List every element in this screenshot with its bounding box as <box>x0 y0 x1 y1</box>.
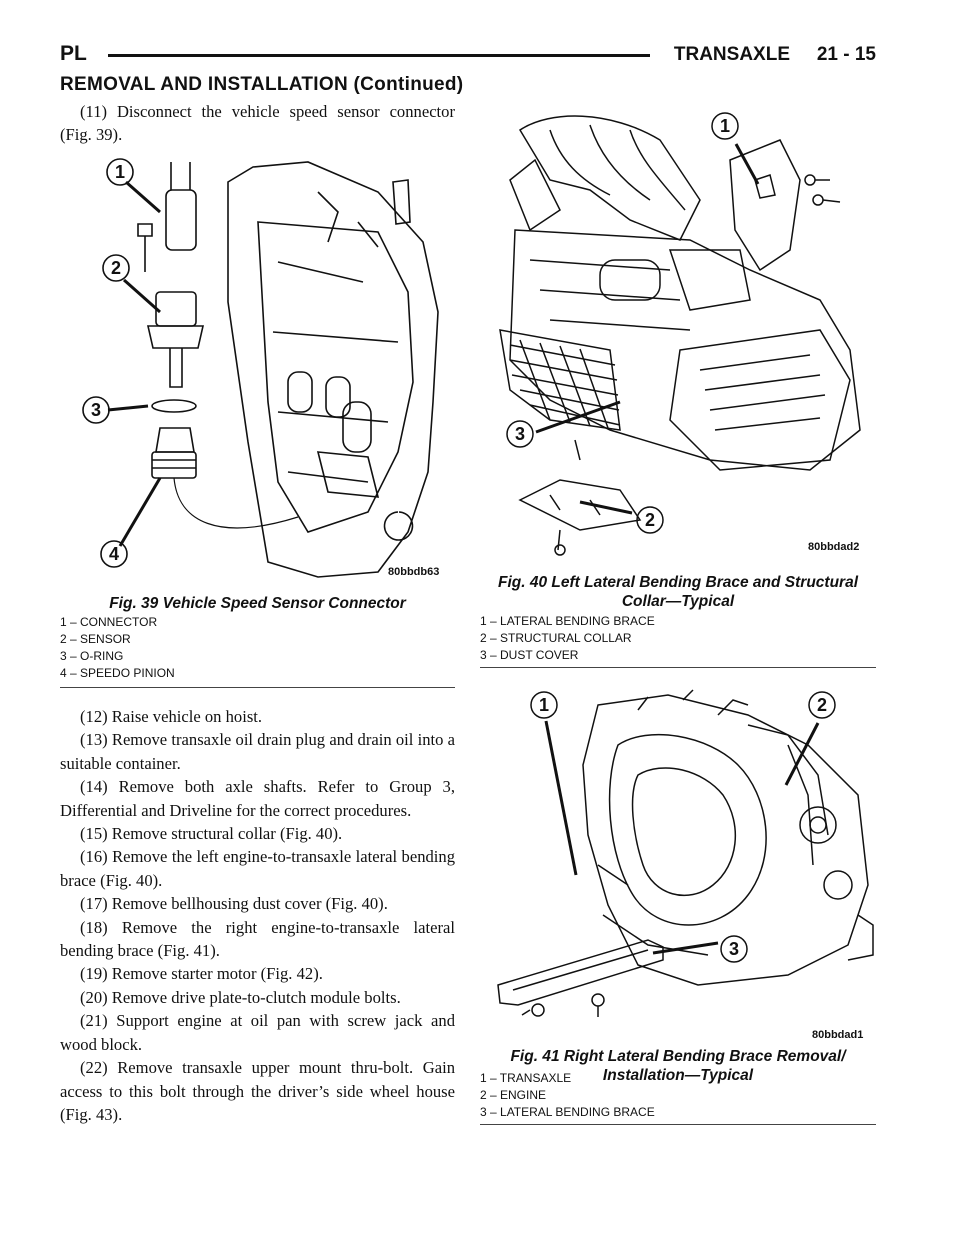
fig40-legend-item: 3 – DUST COVER <box>480 648 579 662</box>
fig41-callout-3: 3 <box>728 939 740 959</box>
section-title: TRANSAXLE <box>673 44 790 65</box>
fig39-code: 80bbdb63 <box>388 566 440 578</box>
fig40-caption-line: Fig. 40 Left Lateral Bending Brace and Structural <box>497 574 859 591</box>
fig41-code: 80bbdad1 <box>812 1029 864 1041</box>
step-13: (13) Remove transaxle oil drain plug and drain oil into a suitable container. <box>60 730 455 773</box>
procedure-steps <box>60 705 455 1126</box>
page-number: 21 - 15 <box>816 44 876 65</box>
fig39-divider <box>60 687 455 688</box>
step-18: (18) Remove the right engine-to-transaxle lateral bending brace (Fig. 41). <box>60 917 455 961</box>
fig40-code: 80bbdad2 <box>808 541 860 553</box>
header-rule <box>108 54 650 57</box>
fig39-illustration <box>78 152 450 584</box>
step-16: (16) Remove the left engine-to-transaxle lateral bending brace (Fig. 40). <box>60 847 455 890</box>
fig39-callout-3: 3 <box>90 400 102 420</box>
fig40-caption-line: Collar—Typical <box>621 593 735 610</box>
intro-paragraph <box>60 100 455 147</box>
fig39-legend-item: 4 – SPEEDO PINION <box>60 666 175 680</box>
fig39-legend-item: 3 – O-RING <box>60 649 124 663</box>
step-19: (19) Remove starter motor (Fig. 42). <box>80 964 323 984</box>
fig39-callout-1: 1 <box>114 162 126 182</box>
fig39-callout-2: 2 <box>110 258 122 278</box>
fig40-caption <box>480 573 876 611</box>
fig40-legend <box>480 613 655 664</box>
fig40-illustration <box>490 100 880 560</box>
fig41-legend-item: 1 – TRANSAXLE <box>480 1071 572 1085</box>
fig41-legend-item: 3 – LATERAL BENDING BRACE <box>480 1105 655 1119</box>
step-11: (11) Disconnect the vehicle speed sensor connector (Fig. 39). <box>60 102 455 145</box>
fig39-caption: Fig. 39 Vehicle Speed Sensor Connector <box>109 595 406 612</box>
step-17: (17) Remove bellhousing dust cover (Fig. 40). <box>80 894 388 914</box>
fig39-legend-item: 1 – CONNECTOR <box>60 615 158 629</box>
fig39-legend-item: 2 – SENSOR <box>60 632 131 646</box>
step-22: (22) Remove transaxle upper mount thru-bolt. Gain access to this bolt through the driver’s side wheel house (Fig. 43). <box>60 1058 455 1124</box>
fig41-callout-2: 2 <box>816 695 828 715</box>
fig40-callout-2: 2 <box>644 510 656 530</box>
fig41-divider <box>480 1124 876 1125</box>
fig39-legend <box>60 614 175 682</box>
fig41-legend-item: 2 – ENGINE <box>480 1088 547 1102</box>
step-12: (12) Raise vehicle on hoist. <box>80 707 263 726</box>
step-21: (21) Support engine at oil pan with screw jack and wood block. <box>60 1011 455 1054</box>
fig41-caption-line: Fig. 41 Right Lateral Bending Brace Removal/ <box>510 1048 846 1065</box>
fig40-legend-item: 2 – STRUCTURAL COLLAR <box>480 631 632 645</box>
fig40-callout-3: 3 <box>514 424 526 444</box>
fig41-legend <box>480 1070 655 1121</box>
section-subtitle: REMOVAL AND INSTALLATION (Continued) <box>60 74 464 95</box>
fig40-divider <box>480 667 876 668</box>
fig41-illustration <box>488 685 876 1021</box>
step-14: (14) Remove both axle shafts. Refer to Group 3, Differential and Driveline for the correct procedures. <box>60 777 455 820</box>
fig40-legend-item: 1 – LATERAL BENDING BRACE <box>480 614 655 628</box>
fig41-callout-1: 1 <box>538 695 550 715</box>
fig40-callout-1: 1 <box>719 116 731 136</box>
fig41-caption-line: Installation—Typical <box>602 1067 754 1084</box>
step-20: (20) Remove drive plate-to-clutch module bolts. <box>80 987 401 1007</box>
manual-code: PL <box>60 42 87 65</box>
fig39-callout-4: 4 <box>108 544 120 564</box>
page-header <box>60 42 876 72</box>
step-15: (15) Remove structural collar (Fig. 40). <box>80 824 343 844</box>
